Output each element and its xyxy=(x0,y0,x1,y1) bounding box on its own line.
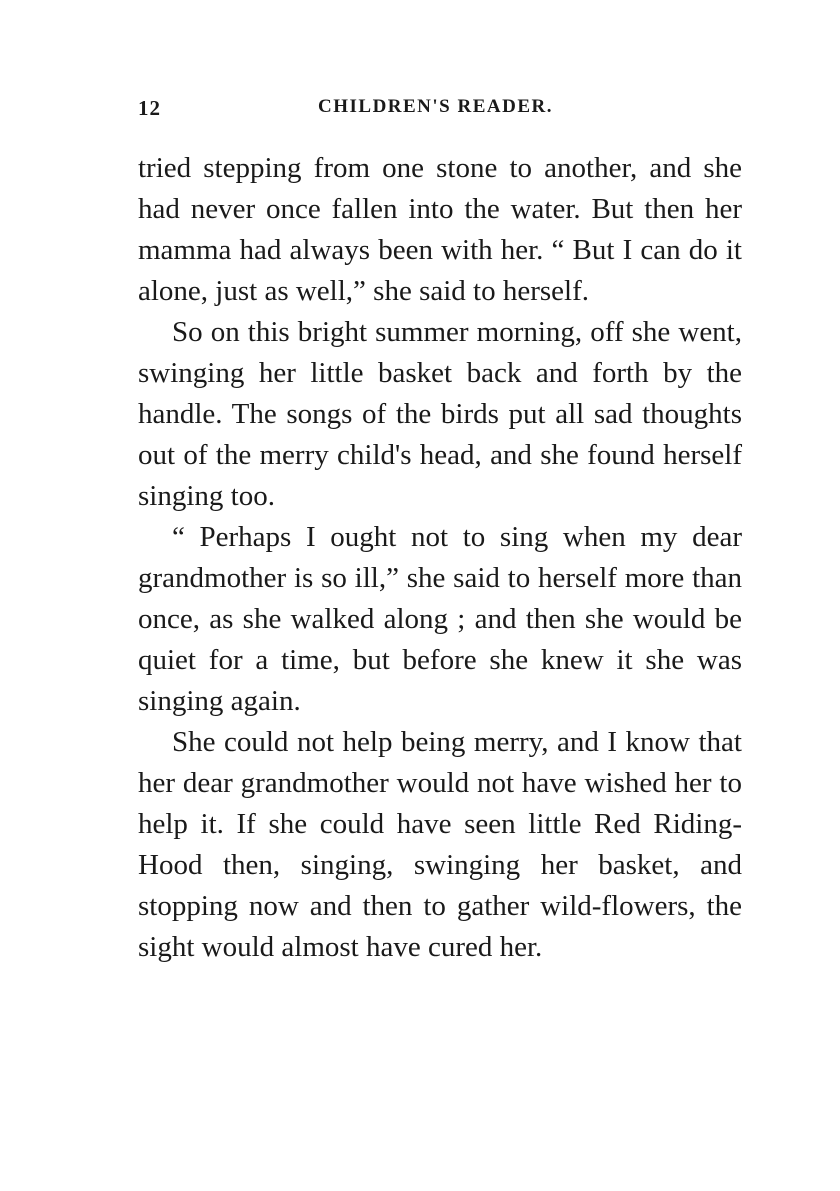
paragraph: So on this bright summer morning, off she went, swinging her little basket back and forth by the handle. The songs of the birds put all sad thoughts out of the merry child's head, and she found herself singing too. xyxy=(138,316,742,512)
page-header xyxy=(138,96,742,128)
paragraph-continuation: tried stepping from one stone to another, and she had never once fallen into the water. But then her mamma had always been with her. “ But I can do it alone, just as well,” she said to herself. xyxy=(138,152,742,307)
body-text xyxy=(138,148,742,968)
running-head-title: CHILDREN'S READER. xyxy=(318,96,553,117)
page-number: 12 xyxy=(138,96,161,120)
paragraph: She could not help being merry, and I know that her dear grandmother would not have wished her to help it. If she could have seen little Red Riding-Hood then, singing, swinging her basket, and stopping now and then to gather wild-flowers, the sight would almost have cured her. xyxy=(138,726,742,963)
paragraph: “ Perhaps I ought not to sing when my dear grandmother is so ill,” she said to herself more than once, as she walked along ; and then she would be quiet for a time, but before she knew it she was singing again. xyxy=(138,521,742,717)
